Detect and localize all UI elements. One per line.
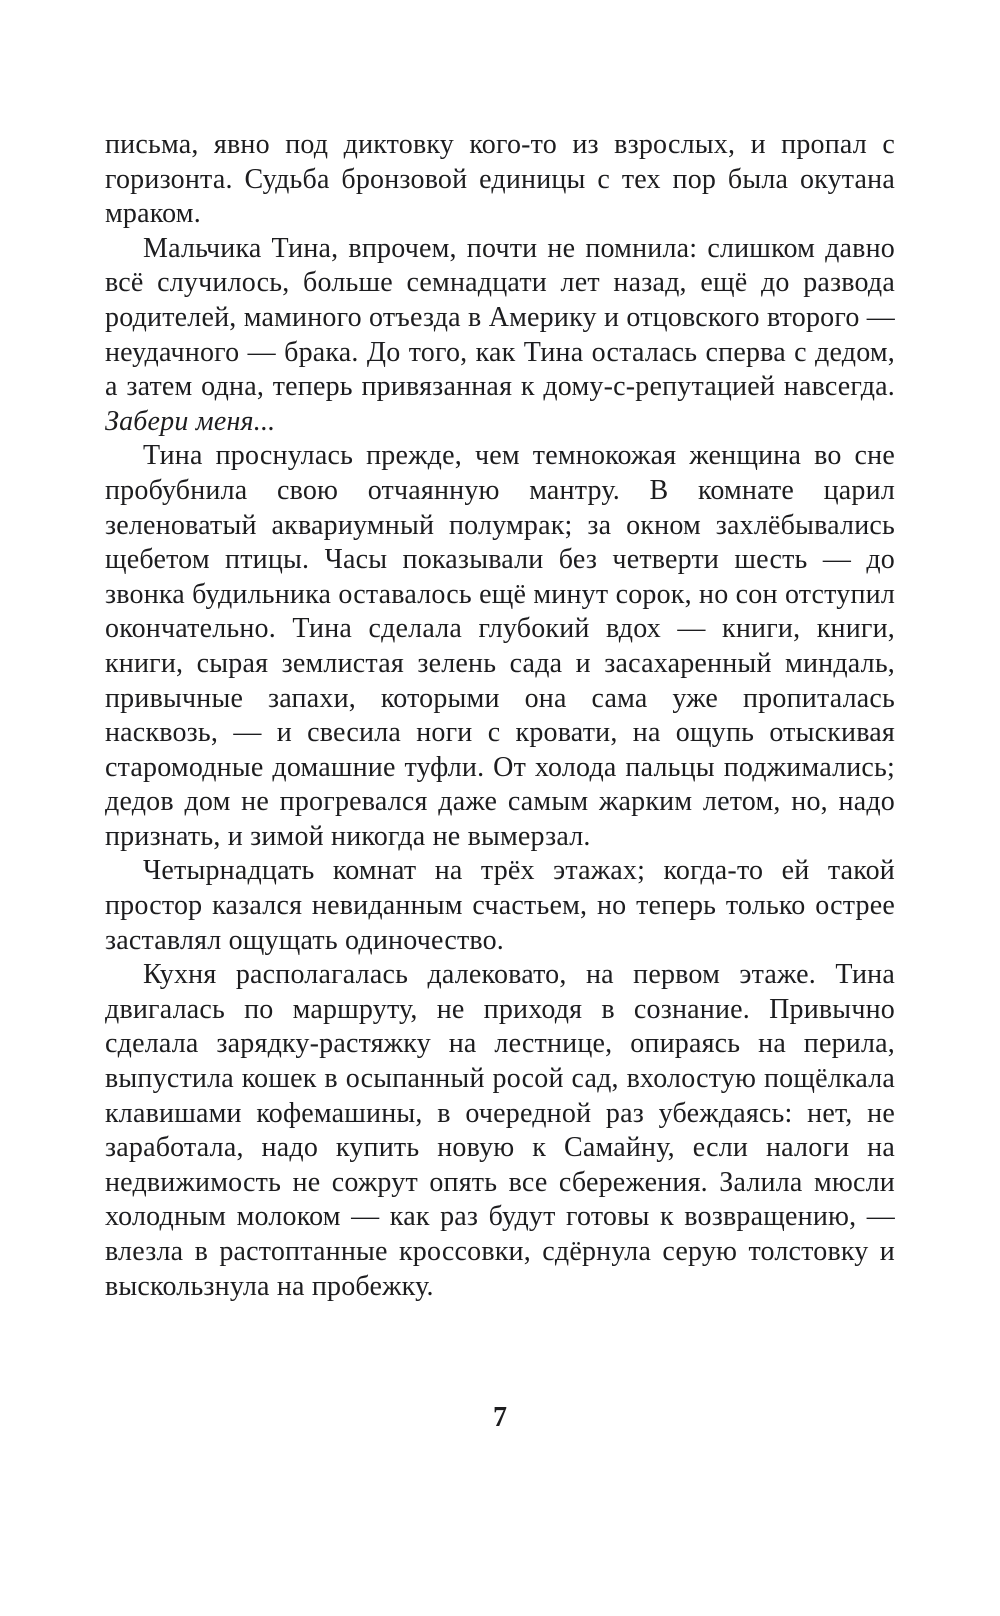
paragraph bbox=[105, 854, 895, 958]
paragraph-text-italic: Забери меня... bbox=[105, 405, 276, 437]
paragraph-text: Мальчика Тина, впрочем, почти не помнила: слишком давно всё случилось, больше семнадцати лет назад, ещё до развода родителей, маминого отъезда в Америку и отцовского второго — неудачного — брака. До того, как Тина осталась сперва с дедом, а затем одна, теперь привязанная к дому-с-репутацией навсегда. bbox=[105, 232, 895, 403]
paragraph-text: Тина проснулась прежде, чем темнокожая женщина во сне пробубнила свою отчаянную мантру. В комнате царил зеленоватый аквариумный полумрак; за окном захлёбывались щебетом птицы. Часы показывали без четверти шесть — до звонка будильника оставалось ещё минут сорок, но сон отступил окончательно. Тина сделала глубокий вдох — книги, книги, книги, сырая землистая зелень сада и засахаренный миндаль, привычные запахи, которыми она сама уже пропиталась насквозь, — и свесила ноги с кровати, на ощупь отыскивая старомодные домашние туфли. От холода пальцы поджимались; дедов дом не прогревался даже самым жарким летом, но, надо признать, и зимой никогда не вымерзал. bbox=[105, 440, 895, 852]
paragraph-text: письма, явно под диктовку кого-то из взрослых, и пропал с горизонта. Судьба бронзовой единицы с тех пор была окутана мраком. bbox=[105, 129, 895, 230]
paragraph bbox=[105, 232, 895, 440]
paragraph-text: Кухня располагалась далековато, на первом этаже. Тина двигалась по маршруту, не приходя в сознание. Привычно сделала зарядку-растяжку на лестнице, опираясь на перила, выпустила кошек в осыпанный росой сад, вхолостую пощёлкала клавишами кофемашины, в очередной раз убеждаясь: нет, не заработала, надо купить новую к Самайну, если налоги на недвижимость не сожрут опять все сбережения. Залила мюсли холодным молоком — как раз будут готовы к возвращению, — влезла в растоптанные кроссовки, сдёрнула серую толстовку и выскользнула на пробежку. bbox=[105, 959, 895, 1302]
paragraph bbox=[105, 958, 895, 1304]
paragraph bbox=[105, 439, 895, 854]
paragraph bbox=[105, 128, 895, 232]
paragraph-text: Четырнадцать комнат на трёх этажах; когда-то ей такой простор казался невиданным счастьем, но теперь только острее заставлял ощущать одиночество. bbox=[105, 855, 895, 956]
page-number: 7 bbox=[493, 1402, 507, 1433]
page-text bbox=[105, 128, 895, 1304]
